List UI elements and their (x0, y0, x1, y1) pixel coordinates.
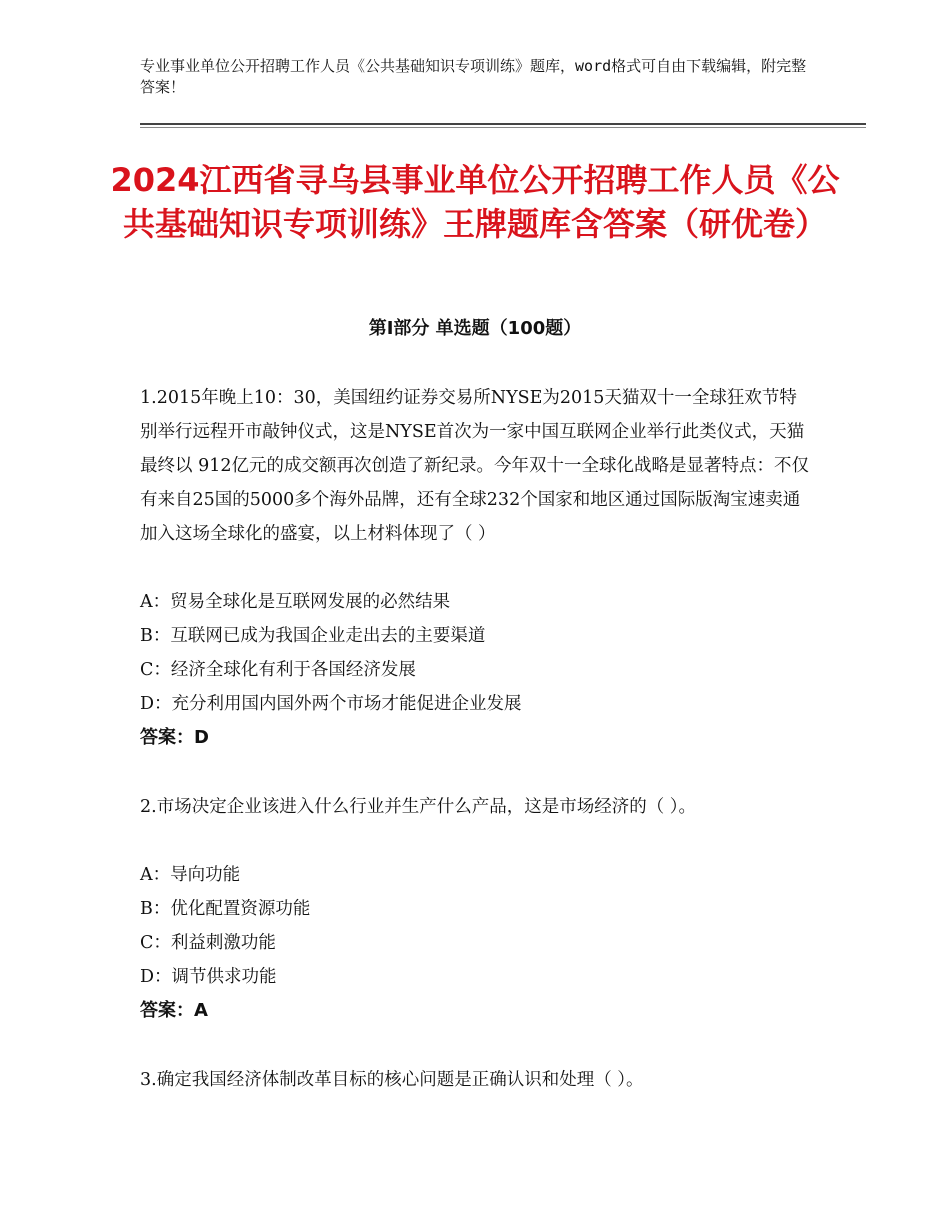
question-1-answer: 答案：D (140, 727, 209, 748)
question-1-option-d: D：充分利用国内国外两个市场才能促进企业发展 (140, 694, 522, 714)
question-1-option-c: C：经济全球化有利于各国经济发展 (140, 660, 416, 680)
header-rule-thin (140, 127, 866, 128)
question-3-stem: 3.确定我国经济体制改革目标的核心问题是正确认识和处理（ ）。 (140, 1070, 644, 1090)
question-2-option-a: A：导向功能 (140, 865, 241, 885)
document-title: 2024江西省寻乌县事业单位公开招聘工作人员《公共基础知识专项训练》王牌题库含答案（研优卷） (110, 161, 840, 243)
question-2-option-d: D：调节供求功能 (140, 967, 277, 987)
question-2-option-c: C：利益刺激功能 (140, 933, 276, 953)
question-1-option-b: B：互联网已成为我国企业走出去的主要渠道 (140, 626, 486, 646)
question-2-option-b: B：优化配置资源功能 (140, 899, 311, 919)
question-2-stem: 2.市场决定企业该进入什么行业并生产什么产品，这是市场经济的（ ）。 (140, 797, 697, 817)
question-1-stem: 1.2015年晚上10：30，美国纽约证券交易所NYSE为2015天猫双十一全球狂欢节特别举行远程开市敲钟仪式，这是NYSE首次为一家中国互联网企业举行此类仪式，天猫最终以 912亿元的成交额再次创造了新纪录。今年双十一全球化战略是显著特点：不仅有来自25国的5000多个海外品牌，还有全球232个国家和地区通过国际版淘宝速卖通加入这场全球化的盛宴，以上材料体现了（ ） (140, 388, 809, 544)
section-title: 第Ⅰ部分 单选题（100题） (368, 318, 582, 339)
header-rule-thick (140, 123, 866, 125)
question-1-option-a: A：贸易全球化是互联网发展的必然结果 (140, 592, 451, 612)
header-note: 专业事业单位公开招聘工作人员《公共基础知识专项训练》题库，word格式可自由下载编辑，附完整答案！ (140, 57, 807, 96)
question-2-answer: 答案：A (140, 1000, 208, 1021)
